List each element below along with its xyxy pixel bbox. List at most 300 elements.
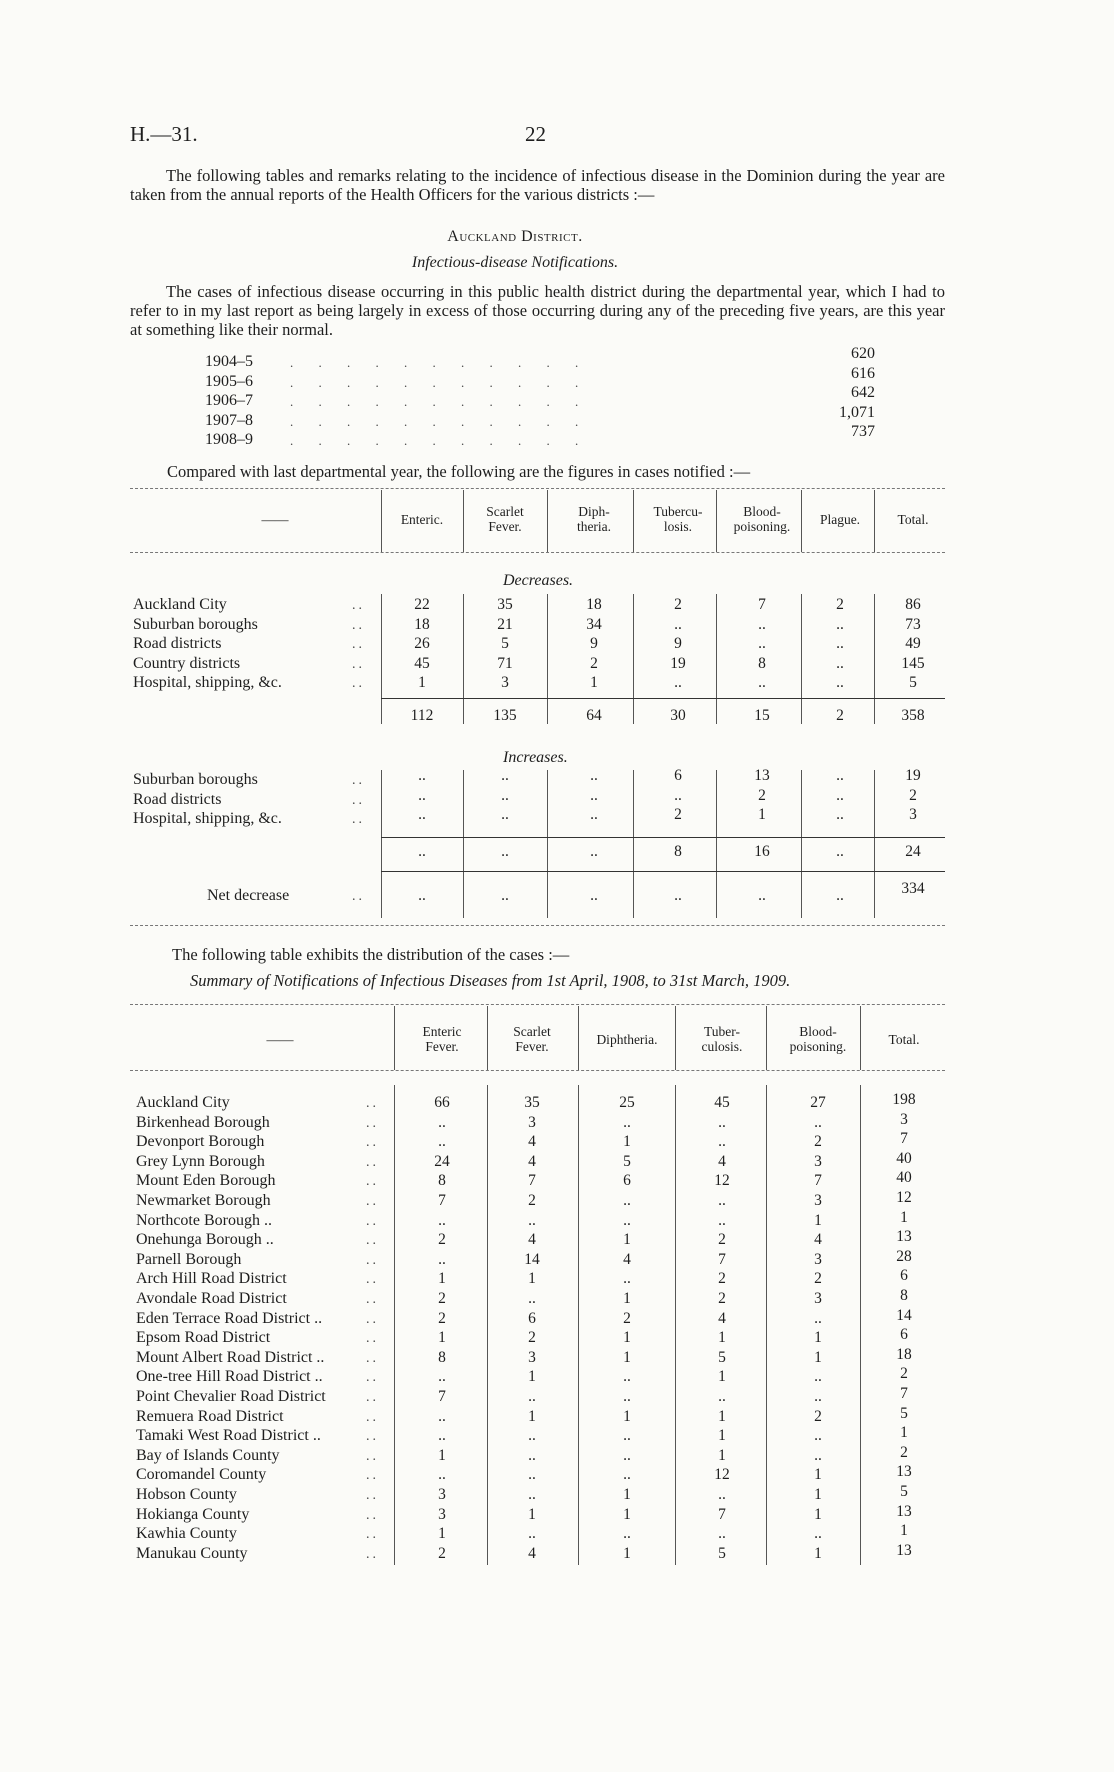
table-cell: 6 [900,1267,908,1285]
table-cell: 13 [896,1541,912,1559]
row-label: Grey Lynn Borough [136,1152,265,1170]
row-label: Road districts [133,790,222,808]
total-cell: .. [590,843,598,860]
row-label: Manukau County [136,1544,248,1562]
table-cell: .. [718,1113,726,1131]
column-divider [547,594,548,724]
table-cell: .. [623,1192,631,1209]
leader-dots: .. [366,1390,379,1405]
table-cell: 5 [623,1152,631,1170]
leader-dots: . . . . . . . . . . . [290,413,590,429]
table-cell: 7 [814,1172,822,1190]
row-label: Avondale Road District [136,1290,287,1307]
table-cell: 27 [810,1094,826,1111]
table-cell: 12 [714,1466,730,1484]
column-divider [394,1006,395,1070]
table-cell: 18 [586,596,602,613]
year-row [205,384,875,411]
column-divider [547,490,548,552]
table-cell: 3 [528,1113,536,1131]
total-cell: 15 [754,707,770,724]
leader-dots: .. [366,1488,379,1503]
column-divider [463,490,464,552]
leader-dots: .. [366,1527,379,1543]
column-divider [381,594,382,724]
table-cell: 1 [900,1424,908,1442]
table-cell: 1 [528,1368,536,1386]
leader-dots: . . . . . . . . . . . [290,394,590,409]
year-value: 1,071 [839,403,875,421]
year-row [205,403,875,431]
year-row [205,364,875,392]
table-cell: .. [438,1113,446,1131]
table-cell: 4 [528,1231,536,1249]
table-cell: 40 [896,1149,912,1167]
table-cell: .. [501,767,509,784]
leader-dots: .. [366,1174,379,1190]
row-label: Bay of Islands County [136,1446,280,1464]
table-cell: 2 [528,1192,536,1209]
row-label: Point Chevalier Road District [136,1388,326,1405]
table-cell: .. [836,767,844,784]
year-row [205,345,875,372]
total-cell: 358 [901,707,925,724]
table-cell: .. [528,1525,536,1543]
table-cell: .. [814,1309,822,1327]
table-cell: 6 [900,1326,908,1344]
table-cell: .. [718,1133,726,1151]
leader-dots: .. [366,1194,379,1209]
table-cell: 5 [900,1483,908,1500]
section-subtitle: Infectious-disease Notifications. [411,254,619,271]
leader-dots: .. [352,792,365,808]
table-cell: 2 [814,1407,822,1425]
table-cell: 2 [718,1270,726,1288]
row-label: Auckland City [133,596,227,613]
table-cell: 5 [718,1348,726,1366]
table-cell: .. [758,635,766,652]
table-cell: .. [438,1250,446,1268]
leader-dots: .. [352,812,365,827]
table-cell: 4 [718,1152,726,1170]
table-cell: 1 [718,1368,726,1386]
rule-line [381,698,945,699]
table-cell: .. [438,1427,446,1445]
table-cell: 1 [718,1329,726,1347]
table-cell: .. [528,1446,536,1464]
total-cell: 2 [836,707,844,724]
table-cell: 1 [438,1446,446,1464]
table-cell: 2 [674,596,682,613]
table-cell: 1 [438,1329,446,1347]
leader-dots: .. [366,1448,379,1464]
table-cell: .. [836,674,844,691]
table-cell: 1 [814,1211,822,1229]
table-cell: 22 [414,596,430,613]
decreases-label: Decreases. [503,572,574,589]
table-cell: 8 [438,1348,446,1366]
net-cell: .. [674,887,682,904]
leader-dots: .. [366,1233,379,1249]
column-divider [716,770,717,918]
stub-dash: —— [261,512,289,527]
column-divider [547,770,548,918]
table-cell: 40 [896,1169,912,1187]
row-label: Suburban boroughs [133,615,258,633]
table-cell: .. [814,1388,822,1405]
table-cell: 1 [814,1329,822,1347]
row-label: Mount Albert Road District .. [136,1348,325,1366]
leader-dots: .. [366,1429,379,1445]
table-cell: 4 [528,1544,536,1562]
row-label: Arch Hill Road District [136,1270,287,1288]
table-cell: 6 [623,1172,631,1190]
column-divider [766,1085,767,1565]
table-cell: 6 [528,1309,536,1327]
leader-dots: .. [366,1507,379,1523]
column-divider [463,594,464,724]
net-cell: .. [418,887,426,904]
leader-dots: .. [366,1213,379,1229]
section-title: Auckland District. [447,228,583,245]
total-cell: .. [501,843,509,860]
row-label: Birkenhead Borough [136,1113,270,1131]
table-cell: 2 [674,806,682,823]
table-cell: 6 [674,767,682,784]
table-cell: 1 [814,1486,822,1503]
table-cell: 2 [590,654,598,672]
table-cell: 145 [901,654,925,672]
table-cell: 2 [623,1309,631,1327]
row-label: Eden Terrace Road District .. [136,1309,323,1327]
document-reference: H.—31. [130,122,198,146]
row-label: Hokianga County [136,1505,250,1523]
total-cell: 8 [674,843,682,860]
table-cell: .. [814,1446,822,1464]
table-cell: 2 [758,786,766,804]
leader-dots: .. [352,598,365,613]
table-cell: 2 [718,1290,726,1307]
table-cell: 71 [497,654,513,672]
table-cell: .. [718,1192,726,1209]
column-divider [874,594,875,724]
table-cell: 3 [528,1348,536,1366]
row-label: Tamaki West Road District .. [136,1427,321,1445]
net-decrease-label: Net decrease [207,887,290,904]
table-cell: 18 [414,615,430,633]
year-value: 616 [851,364,875,382]
table-cell: .. [814,1113,822,1131]
row-label: Parnell Borough [136,1250,242,1268]
table-cell: .. [528,1211,536,1229]
total-cell: .. [418,843,426,860]
table-cell: .. [501,806,509,823]
table-cell: 66 [434,1094,450,1111]
column-divider [487,1085,488,1565]
table-cell: 7 [438,1192,446,1209]
row-label: Suburban boroughs [133,771,258,788]
table-cell: .. [528,1388,536,1405]
table-cell: 1 [623,1486,631,1503]
leader-dots: .. [352,656,365,672]
row-label: Newmarket Borough [136,1192,271,1209]
row-label: Mount Eden Borough [136,1172,276,1190]
year-label: 1908–9 [205,431,253,448]
table-cell: 8 [758,654,766,672]
table-cell: 1 [438,1525,446,1543]
total-cell: 30 [670,707,686,724]
table-cell: 2 [528,1329,536,1347]
row-label: Hospital, shipping, &c. [133,810,282,827]
net-cell: .. [501,887,509,904]
column-header: Total. [897,512,929,527]
table-cell: .. [418,786,426,804]
table-cell: 1 [758,806,766,823]
table-cell: .. [501,786,509,804]
column-header: Enteric. [400,512,444,527]
leader-dots: .. [366,1350,379,1366]
table-cell: 14 [896,1306,912,1324]
table-cell: 3 [900,1110,908,1128]
net-cell: .. [836,887,844,904]
column-divider [394,1085,395,1565]
column-divider [675,1085,676,1565]
column-header: Total. [888,1032,920,1047]
table-cell: .. [528,1466,536,1484]
table-cell: .. [758,615,766,633]
table-cell: 1 [418,674,426,691]
column-divider [801,594,802,724]
table-cell: 21 [497,615,513,633]
leader-dots: .. [366,1311,379,1327]
year-label: 1905–6 [205,372,253,390]
distribution-intro: The following table exhibits the distribution of the cases :— [172,945,570,964]
table-cell: .. [674,674,682,691]
row-label: Kawhia County [136,1525,237,1543]
column-header: Tubercu- losis. [653,504,703,534]
row-label: Coromandel County [136,1466,267,1484]
table-cell: 3 [438,1505,446,1523]
table-cell: 1 [528,1407,536,1425]
total-cell: 64 [586,707,602,724]
table-cell: 5 [909,674,917,691]
leader-dots: .. [366,1154,379,1170]
table-cell: 1 [718,1446,726,1464]
year-value: 642 [851,384,875,401]
table-cell: .. [718,1388,726,1405]
row-label: Remuera Road District [136,1407,284,1425]
table-cell: 3 [438,1486,446,1503]
row-label: Northcote Borough .. [136,1211,272,1229]
table-cell: 1 [623,1329,631,1347]
year-label: 1907–8 [205,411,253,429]
table-cell: 1 [718,1407,726,1425]
table-cell: 2 [438,1544,446,1562]
table-cell: 8 [438,1172,446,1190]
table-cell: .. [438,1407,446,1425]
table-cell: .. [418,806,426,823]
table-cell: 2 [438,1309,446,1327]
table-cell: 13 [754,767,770,784]
column-header: Plague. [819,512,861,527]
table-cell: 24 [434,1152,450,1170]
column-header: Blood- poisoning. [789,1024,847,1054]
table-cell: 45 [714,1094,730,1111]
table-cell: .. [438,1466,446,1484]
table-cell: .. [623,1446,631,1464]
table-cell: 13 [896,1228,912,1246]
leader-dots: .. [366,1292,379,1307]
column-divider [633,594,634,724]
stub-dash: —— [266,1032,294,1047]
row-label: One-tree Hill Road District .. [136,1368,323,1386]
table-cell: .. [674,615,682,633]
table-cell: .. [623,1427,631,1445]
table-cell: 45 [414,654,430,672]
intro-paragraph: The following tables and remarks relating to the incidence of infectious disease in the Dominion during the year are taken from the annual reports of the Health Officers for the various districts :— [130,166,945,204]
table-cell: .. [758,674,766,691]
table-cell: .. [814,1525,822,1543]
leader-dots: .. [352,889,365,904]
table-cell: 1 [623,1133,631,1151]
column-divider [578,1085,579,1565]
table-cell: 13 [896,1463,912,1481]
leader-dots: .. [352,617,365,633]
column-divider [874,770,875,918]
table-cell: 34 [586,615,602,633]
table-cell: 1 [623,1407,631,1425]
table-cell: 7 [528,1172,536,1190]
table-cell: 1 [528,1505,536,1523]
column-divider [801,770,802,918]
year-label: 1906–7 [205,392,253,409]
table-cell: 2 [814,1133,822,1151]
table-cell: 5 [718,1544,726,1562]
rule-line [381,871,945,872]
leader-dots: . . . . . . . . . . . [290,374,590,390]
table-cell: 7 [438,1388,446,1405]
table-cell: 2 [909,786,917,804]
table-cell: 1 [814,1348,822,1366]
rule-line [130,1004,945,1005]
column-header: Diphtheria. [596,1032,658,1047]
rule-line [130,1070,945,1071]
leader-dots: .. [366,1272,379,1288]
table-cell: 2 [836,596,844,613]
row-label: Country districts [133,654,241,672]
table-cell: 12 [896,1189,912,1206]
table-cell: .. [623,1525,631,1543]
row-label: Hobson County [136,1486,237,1503]
summary-title: Summary of Notifications of Infectious Diseases from 1st April, 1908, to 31st March, 1909. [190,971,791,990]
row-label: Hospital, shipping, &c. [133,674,282,691]
table-cell: 5 [501,635,509,652]
row-label: Road districts [133,635,222,652]
table-cell: 49 [905,635,921,652]
table-cell: 19 [670,654,686,672]
column-header: Scarlet Fever. [513,1024,551,1054]
table-cell: 3 [814,1250,822,1268]
table-cell: .. [836,786,844,804]
table-cell: 1 [438,1270,446,1288]
row-label: Auckland City [136,1094,230,1111]
table-cell: .. [836,615,844,633]
table-cell: 1 [623,1231,631,1249]
section-paragraph: The cases of infectious disease occurring in this public health district during the departmental year, which I had to refer to in my last report as being largely in excess of those occurring during any of the preceding five years, are this year at something like their normal. [130,282,945,339]
table-cell: 19 [905,767,921,784]
table-cell: 4 [623,1250,631,1268]
leader-dots: .. [366,1370,379,1386]
leader-dots: .. [366,1115,379,1131]
table-cell: .. [623,1368,631,1386]
table-cell: 1 [590,674,598,691]
column-divider [578,1006,579,1070]
table-cell: 28 [896,1247,912,1265]
table-cell: 3 [814,1192,822,1209]
year-value: 620 [851,345,875,362]
table-cell: .. [438,1133,446,1151]
table-cell: 18 [896,1345,912,1363]
compare-intro: Compared with last departmental year, the following are the figures in cases notified :— [167,462,751,481]
table-cell: 4 [814,1231,822,1249]
column-divider [463,770,464,918]
table-cell: 2 [438,1290,446,1307]
table-cell: .. [718,1486,726,1503]
table-cell: 2 [718,1231,726,1249]
table-cell: 86 [905,596,921,613]
table-cell: 3 [501,674,509,691]
rule-line [130,552,945,553]
table-cell: .. [718,1211,726,1229]
table-cell: 3 [814,1152,822,1170]
table-cell: 35 [497,596,513,613]
net-cell: .. [758,887,766,904]
page-number: 22 [525,122,546,146]
table-cell: .. [623,1388,631,1405]
table-cell: 1 [623,1505,631,1523]
table-cell: 4 [528,1133,536,1151]
leader-dots: .. [366,1096,379,1111]
table-cell: 14 [524,1250,540,1268]
table-cell: 1 [528,1270,536,1288]
table-cell: 2 [900,1365,908,1383]
total-cell: 135 [493,707,517,724]
leader-dots: .. [366,1409,379,1425]
leader-dots: .. [366,1135,379,1151]
leader-dots: .. [366,1331,379,1347]
row-label: Devonport Borough [136,1133,265,1151]
table-cell: .. [674,786,682,804]
row-label: Onehunga Borough .. [136,1231,274,1249]
table-cell: .. [528,1290,536,1307]
column-header: Enteric Fever. [422,1024,462,1054]
table-cell: .. [836,654,844,672]
table-cell: 7 [718,1250,726,1268]
leader-dots: . . . . . . . . . . . [290,433,590,448]
table-cell: .. [590,767,598,784]
column-header: Scarlet Fever. [486,504,524,534]
column-header: Diph- theria. [576,504,612,534]
table-cell: .. [814,1427,822,1445]
table-cell: 1 [623,1348,631,1366]
table-cell: .. [590,786,598,804]
table-cell: 8 [900,1287,908,1304]
rule-line [130,488,945,489]
row-label: Epsom Road District [136,1329,271,1347]
table-cell: 7 [718,1505,726,1523]
table-cell: 7 [758,596,766,613]
year-row [205,423,875,450]
